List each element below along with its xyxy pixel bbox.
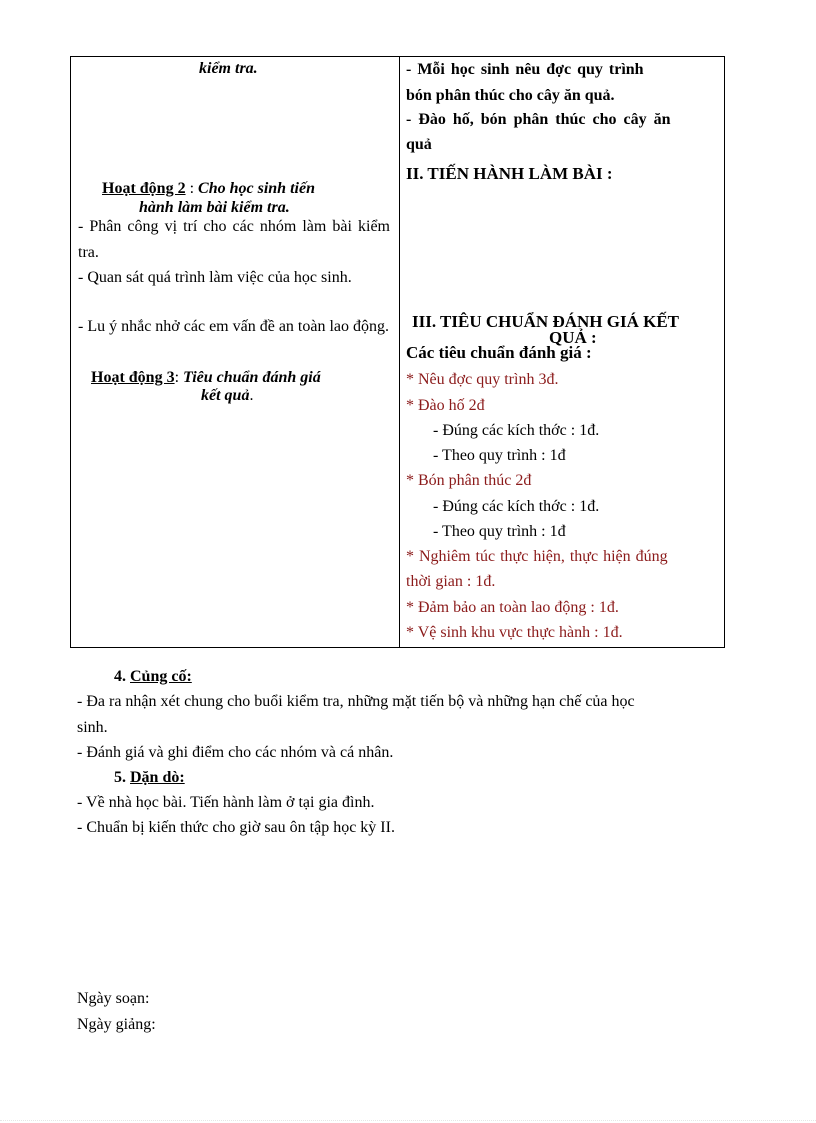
- criteria-subitem: - Theo quy trình : 1đ: [433, 447, 566, 464]
- section-3-heading-line-1: III. TIÊU CHUẨN ĐÁNH GIÁ KẾT: [412, 312, 680, 331]
- cung-co-heading: [114, 667, 192, 687]
- activity-3-title-dot: .: [249, 387, 254, 404]
- activity-2-item: - Quan sát quá trình làm việc của học sinh.: [78, 269, 352, 286]
- activity-2-item: - Lu ý nhắc nhở các em vấn đề an toàn lao động.: [78, 318, 390, 335]
- criteria-item: * Bón phân thúc 2đ: [406, 472, 532, 489]
- activity-2-sep: :: [185, 180, 199, 197]
- section-3-heading-line-2: QUẢ :: [549, 328, 597, 347]
- activity-2-title-1: Cho học sinh tiến: [198, 180, 315, 197]
- page-bottom-border: [0, 1120, 816, 1121]
- activity-3-sep: :: [174, 369, 184, 386]
- criteria-item-cont: thời gian : 1đ.: [406, 573, 496, 590]
- criteria-heading: Các tiêu chuẩn đánh giá :: [406, 343, 592, 362]
- criteria-subitem: - Theo quy trình : 1đ: [433, 523, 566, 540]
- cung-co-number: 4.: [114, 668, 130, 685]
- dan-do-line: - Về nhà học bài. Tiến hành làm ở tại gia đình.: [77, 794, 375, 811]
- dan-do-line: - Chuẩn bị kiến thức cho giờ sau ôn tập học kỳ II.: [77, 819, 395, 836]
- dan-do-number: 5.: [114, 769, 130, 786]
- criteria-item: * Nghiêm túc thực hiện, thực hiện đúng: [406, 548, 668, 565]
- activity-3-heading: [91, 368, 321, 388]
- criteria-subitem: - Đúng các kích thớc : 1đ.: [433, 422, 600, 439]
- cung-co-title: Củng cố:: [130, 668, 192, 685]
- activity-3-title-1: Tiêu chuẩn đánh giá: [183, 369, 321, 386]
- goal-2-line-2: quả: [406, 136, 432, 153]
- criteria-item: * Vệ sinh khu vực thực hành : 1đ.: [406, 624, 623, 641]
- criteria-item: * Đảm bảo an toàn lao động : 1đ.: [406, 599, 619, 616]
- goal-1-line-2: bón phân thúc cho cây ăn quả.: [406, 87, 615, 104]
- left-kiem-tra: kiểm tra.: [199, 60, 258, 77]
- dan-do-title: Dặn dò:: [130, 769, 185, 786]
- dan-do-heading: [114, 768, 185, 788]
- criteria-subitem: - Đúng các kích thớc : 1đ.: [433, 498, 600, 515]
- ngay-soan: Ngày soạn:: [77, 990, 150, 1007]
- activity-3-title-2: kết quả: [201, 387, 250, 404]
- goal-1-line-1: - Mỗi học sinh nêu đợc quy trình: [406, 61, 644, 78]
- activity-2-item: - Phân công vị trí cho các nhóm làm bài kiểm tra.: [78, 218, 390, 261]
- criteria-item: * Nêu đợc quy trình 3đ.: [406, 371, 559, 388]
- column-divider: [399, 57, 400, 647]
- cung-co-line: - Đa ra nhận xét chung cho buổi kiểm tra, những mặt tiến bộ và những hạn chế của học: [77, 693, 635, 710]
- cung-co-line: sinh.: [77, 719, 108, 736]
- cung-co-line: - Đánh giá và ghi điểm cho các nhóm và cá nhân.: [77, 744, 394, 761]
- activity-2-title-2: hành làm bài kiểm tra.: [139, 199, 290, 216]
- activity-3-title-2-line: [201, 386, 253, 406]
- activity-2-heading: [102, 179, 315, 199]
- ngay-giang: Ngày giảng:: [77, 1016, 156, 1033]
- activity-3-label: Hoạt động 3: [91, 369, 175, 386]
- activity-2-label: Hoạt động 2: [102, 180, 186, 197]
- goal-2-line-1: - Đào hố, bón phân thúc cho cây ăn: [406, 111, 671, 128]
- criteria-item: * Đào hố 2đ: [406, 397, 485, 414]
- lesson-table: [70, 56, 725, 648]
- section-2-heading: II. TIẾN HÀNH LÀM BÀI :: [406, 164, 613, 183]
